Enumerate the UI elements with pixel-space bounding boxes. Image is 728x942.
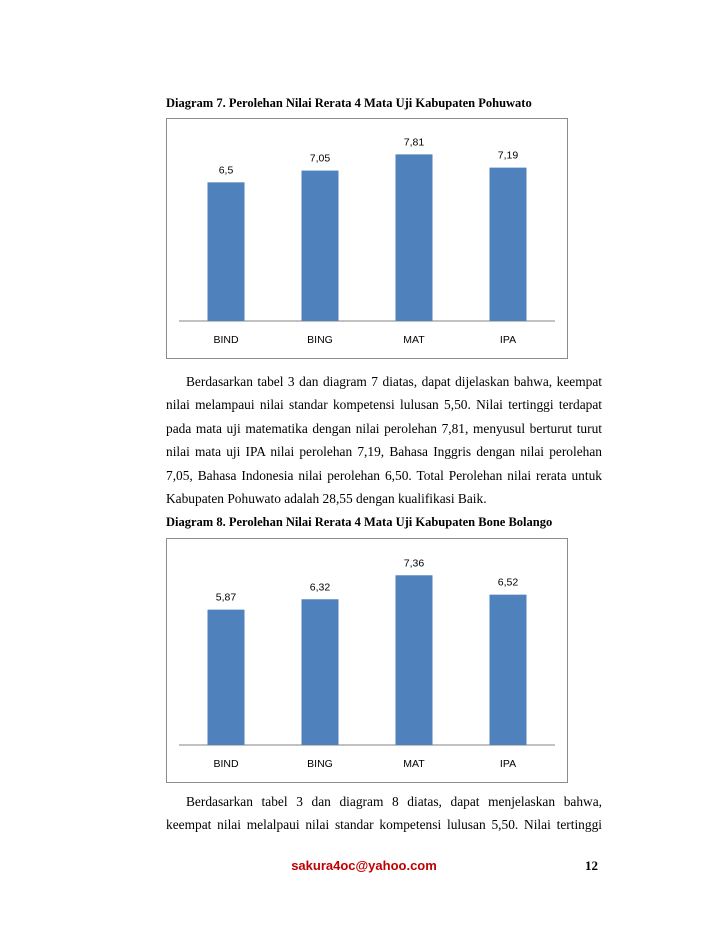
paragraph-line: Kabupaten Pohuwato adalah 28,55 dengan kualifikasi Baik.	[166, 491, 487, 507]
data-label-mat: 7,81	[403, 136, 425, 149]
data-label-bing: 7,05	[309, 152, 331, 165]
bar-bind	[208, 610, 245, 745]
bar-bind	[208, 182, 245, 321]
bar-bing	[302, 599, 339, 745]
bar-ipa	[490, 168, 527, 321]
tick-label-bind: BIND	[213, 758, 239, 770]
data-label-ipa: 6,52	[497, 576, 519, 589]
tick-label-bing: BING	[307, 758, 333, 770]
paragraph-line: nilai melampaui nilai standar kompetensi lulusan 5,50. Nilai tertinggi terdapat	[166, 397, 602, 413]
paragraph-line: Berdasarkan tabel 3 dan diagram 7 diatas, dapat dijelaskan bahwa, keempat	[186, 374, 602, 389]
diagram-8-heading: Diagram 8. Perolehan Nilai Rerata 4 Mata Uji Kabupaten Bone Bolango	[166, 515, 553, 529]
paragraph-line: Berdasarkan tabel 3 dan diagram 8 diatas, dapat menjelaskan bahwa,	[186, 794, 602, 809]
data-label-bind: 5,87	[215, 591, 237, 604]
diagram-8-chart	[166, 538, 568, 783]
diagram-7-chart	[166, 118, 568, 359]
tick-label-mat: MAT	[403, 758, 425, 770]
diagram-7-plot	[167, 119, 567, 358]
paragraph-diagram-8	[166, 790, 602, 837]
paragraph-diagram-7	[166, 370, 602, 510]
tick-label-ipa: IPA	[499, 758, 517, 770]
data-label-ipa: 7,19	[497, 149, 519, 162]
tick-label-bind: BIND	[213, 334, 239, 346]
page-number: 12	[585, 858, 598, 873]
bar-bing	[302, 171, 339, 321]
tick-label-bing: BING	[307, 334, 333, 346]
footer-email: sakura4oc@yahoo.com	[291, 858, 437, 873]
bar-mat	[396, 575, 433, 745]
tick-label-mat: MAT	[403, 334, 425, 346]
diagram-7-heading: Diagram 7. Perolehan Nilai Rerata 4 Mata Uji Kabupaten Pohuwato	[166, 96, 532, 110]
data-label-mat: 7,36	[403, 557, 425, 570]
paragraph-line: 7,05, Bahasa Indonesia nilai perolehan 6,50. Total Perolehan nilai rerata untuk	[166, 467, 602, 483]
tick-label-ipa: IPA	[499, 334, 517, 346]
data-label-bing: 6,32	[309, 581, 331, 594]
bar-mat	[396, 154, 433, 321]
paragraph-line: keempat nilai melalpaui nilai standar kompetensi lulusan 5,50. Nilai tertinggi	[166, 817, 602, 833]
paragraph-line: pada mata uji matematika dengan nilai perolehan 7,81, menyusul berturut turut	[166, 420, 602, 436]
bar-ipa	[490, 595, 527, 745]
data-label-bind: 6,5	[218, 164, 234, 177]
paragraph-line: nilai mata uji IPA nilai perolehan 7,19, Bahasa Inggris dengan nilai perolehan	[166, 444, 602, 460]
diagram-8-plot	[167, 539, 567, 782]
